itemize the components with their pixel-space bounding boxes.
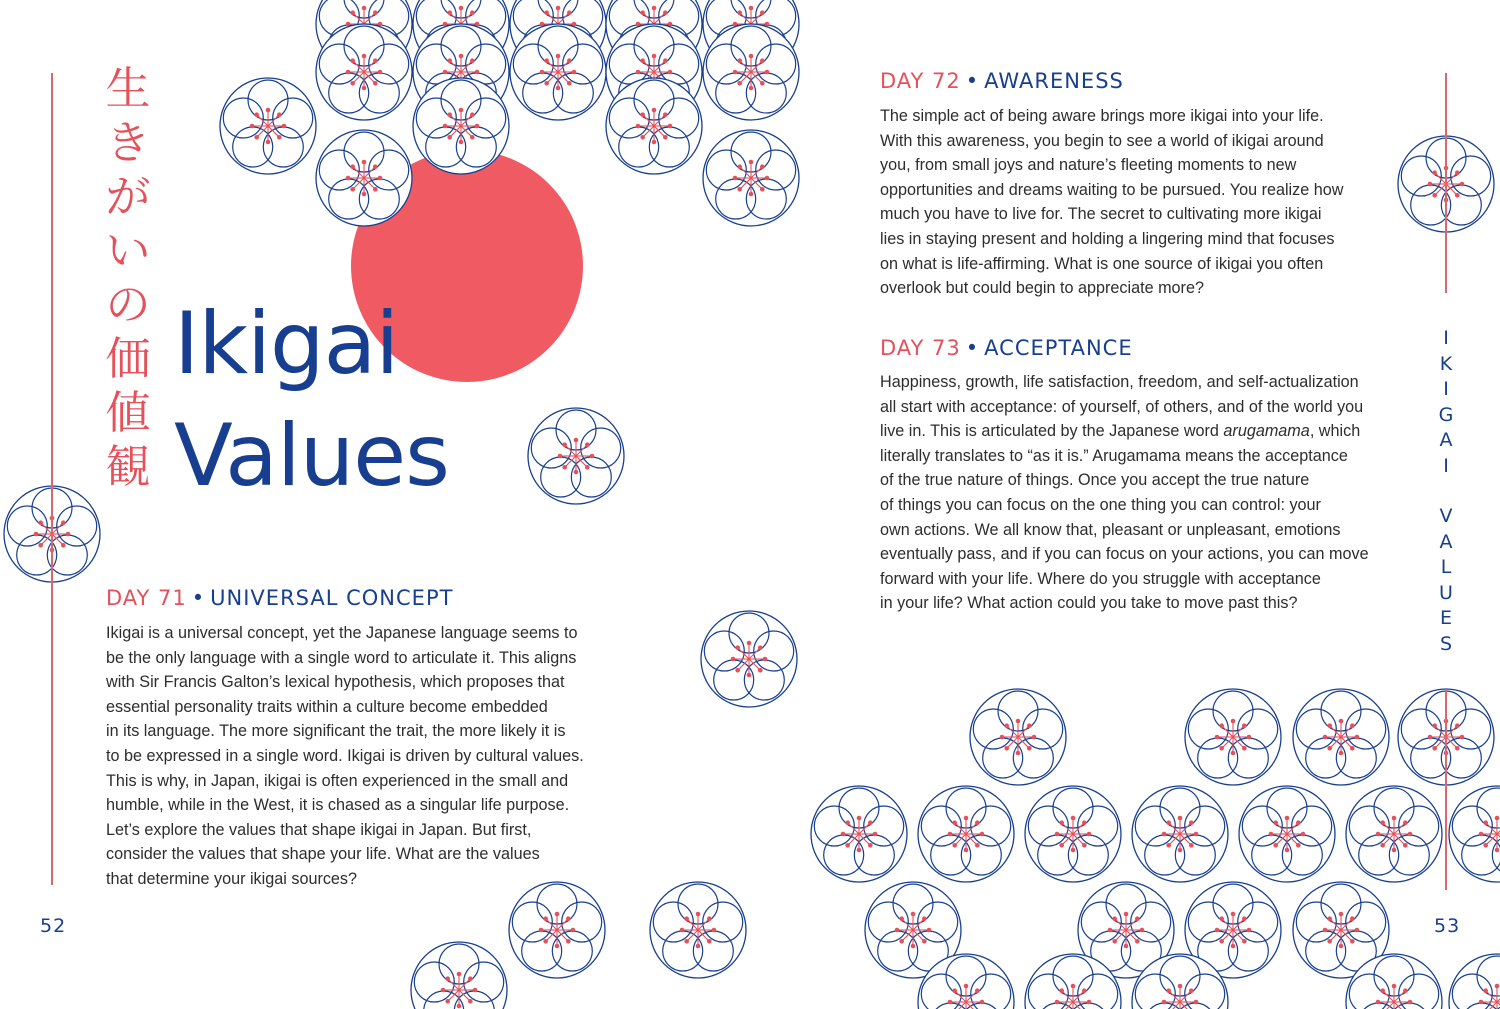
plum-blossom-icon [811,786,907,882]
day73-label: ACCEPTANCE [984,336,1133,360]
chapter-title [174,288,449,512]
plum-blossom-icon [1293,689,1389,785]
body-line: be the only language with a single word to articulate it. This aligns [106,648,577,667]
day71-heading [106,586,453,610]
day72-label: AWARENESS [984,69,1124,93]
japanese-title [98,62,158,494]
day71-separator: • [191,586,206,610]
body-line: Happiness, growth, life satisfaction, freedom, and self-actualization [880,373,1359,391]
running-head-gap [1433,479,1459,504]
body-line-part: live in. This is articulated by the Japanese word [880,422,1224,441]
running-head-letter: I [1443,454,1449,477]
plum-blossom-icon [650,882,746,978]
plum-blossom-icon [1239,786,1335,882]
day72-number: DAY 72 [880,69,961,93]
body-line: you, from small joys and nature’s fleeting moments to new [880,156,1297,175]
plum-blossom-icon [413,78,509,174]
page-number-right: 53 [1434,915,1461,937]
running-head-letter: S [1439,632,1453,655]
plum-blossom-icon [1449,954,1500,1009]
running-head-letter: L [1440,556,1452,578]
left-margin-rule [51,73,53,885]
body-line: lies in staying present and holding a lingering mind that focuses [880,229,1335,248]
body-line: opportunities and dreams waiting to be pursued. You realize how [880,180,1344,199]
day72-body [880,104,1343,301]
chapter-title-line1: Ikigai [174,294,399,394]
body-line: of things you can focus on the one thing you can control: your [880,495,1321,514]
running-head [1433,326,1459,657]
body-line: in your life? What action could you take to move past this? [880,594,1298,613]
running-head-letter: G [1438,403,1454,426]
plum-blossom-icon [1025,786,1121,882]
plum-blossom-icon [510,24,606,120]
body-line: own actions. We all know that, pleasant or unpleasant, emotions [880,520,1341,539]
plum-blossom-icon [1449,786,1500,882]
body-line: forward with your life. Where do you struggle with acceptance [880,569,1321,588]
day71-number: DAY 71 [106,586,187,610]
body-line: Ikigai is a universal concept, yet the Japanese language seems to [106,624,578,642]
body-line: With this awareness, you begin to see a world of ikigai around [880,131,1324,150]
plum-blossom-icon [528,408,624,504]
jp-char: の [105,278,151,331]
running-head-letter: I [1443,327,1449,349]
plum-blossom-icon [1185,689,1281,785]
plum-blossom-icon [1346,786,1442,882]
right-margin-rule-top [1445,73,1447,293]
body-line: to be expressed in a single word. Ikigai is driven by cultural values. [106,746,584,765]
day71-body [106,621,584,892]
jp-char: が [105,170,151,223]
running-head-letter: E [1439,607,1452,629]
body-line-part: , which [1309,422,1361,441]
body-line: on what is life-affirming. What is one source of ikigai you often [880,254,1324,273]
day71-label: UNIVERSAL CONCEPT [210,586,454,610]
body-line [880,419,1369,444]
day73-heading [880,336,1133,360]
body-line: eventually pass, and if you can focus on your actions, you can move [880,545,1369,564]
plum-blossom-icon [701,611,797,707]
body-line: of the true nature of things. Once you accept the true nature [880,471,1310,490]
running-head-letter: I [1443,378,1449,400]
page-number-left: 52 [40,915,67,937]
jp-char: 値 [105,386,151,439]
plum-blossom-icon [970,689,1066,785]
day73-separator: • [965,336,980,360]
jp-char: 観 [105,440,151,493]
plum-blossom-icon [703,24,799,120]
body-line: essential personality traits within a culture become embedded [106,697,548,716]
chapter-title-line2: Values [174,406,449,506]
plum-blossom-icon [316,24,412,120]
day72-separator: • [965,69,980,93]
right-margin-rule-bottom [1445,690,1447,890]
day73-number: DAY 73 [880,336,961,360]
body-line: overlook but could begin to appreciate more? [880,279,1204,298]
running-head-letter: K [1439,352,1453,375]
body-line: Let’s explore the values that shape ikigai in Japan. But first, [106,820,532,839]
body-line: that determine your ikigai sources? [106,869,358,888]
jp-char: い [105,224,151,277]
running-head-letter: A [1439,429,1453,451]
arugamama-term: arugamama [1223,422,1310,441]
body-line: much you have to live for. The secret to cultivating more ikigai [880,205,1322,224]
body-line: This is why, in Japan, ikigai is often experienced in the small and [106,771,569,790]
plum-blossom-icon [316,130,412,226]
jp-char: 価 [105,332,151,385]
body-line: in its language. The more significant the trait, the more likely it is [106,722,566,741]
plum-blossom-icon [1132,786,1228,882]
plum-blossom-icon [220,78,316,174]
running-head-letter: V [1439,505,1453,527]
body-line: with Sir Francis Galton’s lexical hypothesis, which proposes that [106,673,565,692]
plum-blossom-icon [918,786,1014,882]
plum-blossom-icon [606,78,702,174]
body-line: literally translates to “as it is.” Arugamama means the acceptance [880,446,1348,465]
plum-blossom-icon [411,942,507,1009]
running-head-letter: A [1439,530,1453,553]
body-line: humble, while in the West, it is chased as a singular life purpose. [106,796,570,815]
body-line: The simple act of being aware brings more ikigai into your life. [880,107,1324,125]
day73-body [880,370,1369,616]
day72-heading [880,69,1124,93]
jp-char: き [105,116,151,169]
plum-blossom-icon [509,882,605,978]
body-line: consider the values that shape your life. What are the values [106,845,540,864]
plum-blossom-icon [703,130,799,226]
running-head-letter: U [1439,581,1453,604]
body-line: all start with acceptance: of yourself, of others, and of the world you [880,397,1364,416]
jp-char: 生 [105,62,151,115]
